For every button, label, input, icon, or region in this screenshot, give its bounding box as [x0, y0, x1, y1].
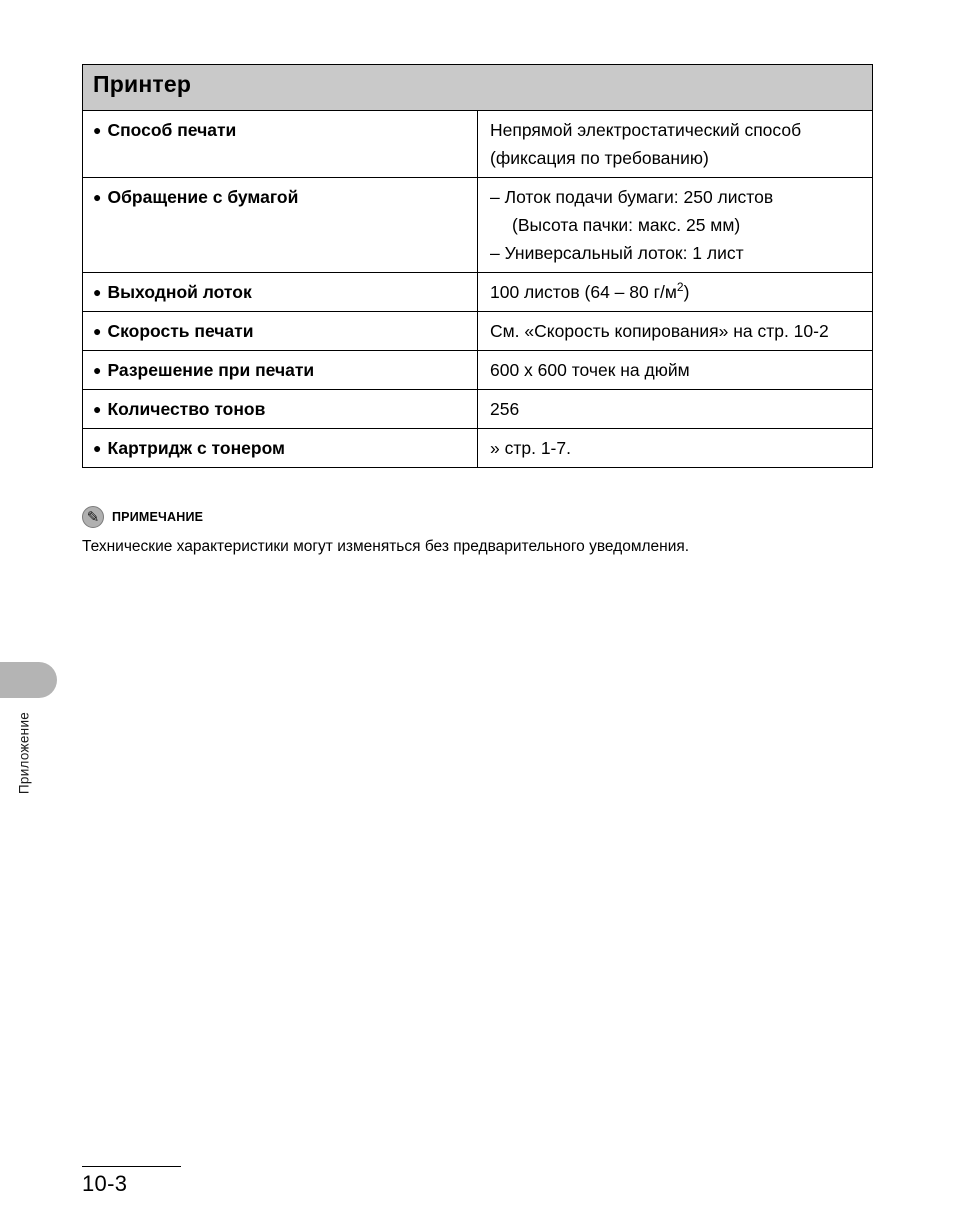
spec-value-line: (Высота пачки: макс. 25 мм)	[512, 215, 741, 235]
spec-value: 600 x 600 точек на дюйм	[478, 351, 873, 390]
bullet-icon: ●	[93, 122, 102, 138]
table-title: Принтер	[83, 65, 873, 111]
note-block	[82, 506, 842, 557]
table-row	[83, 178, 873, 273]
spec-label: Обращение с бумагой	[107, 187, 299, 207]
spec-label: Картридж с тонером	[107, 438, 285, 458]
spec-label: Способ печати	[107, 120, 237, 140]
spec-value-line: – Универсальный лоток: 1 лист	[490, 243, 744, 263]
note-label: ПРИМЕЧАНИЕ	[112, 510, 204, 524]
spec-value: » стр. 1-7.	[478, 429, 873, 468]
spec-value	[478, 178, 873, 273]
table-row	[83, 312, 873, 351]
spec-label: Количество тонов	[107, 399, 266, 419]
table-header-row	[83, 65, 873, 111]
appendix-section-tab	[0, 662, 57, 698]
table-row	[83, 273, 873, 312]
spec-label: Выходной лоток	[107, 282, 252, 302]
table-row	[83, 351, 873, 390]
spec-value: 100 листов (64 – 80 $г/м^2$)	[478, 273, 873, 312]
bullet-icon: ●	[93, 189, 102, 205]
spec-label: Скорость печати	[107, 321, 254, 341]
note-text: Технические характеристики могут изменяться без предварительного уведомления.	[82, 538, 690, 555]
bullet-icon: ●	[93, 362, 102, 378]
spec-value: 256	[478, 390, 873, 429]
printer-spec-table	[82, 64, 873, 468]
spec-value: См. «Скорость копирования» на стр. 10-2	[478, 312, 873, 351]
spec-value: Непрямой электростатический способ (фиксация по требованию)	[478, 111, 873, 178]
spec-label: Разрешение при печати	[107, 360, 315, 380]
spec-value-line: – Лоток подачи бумаги: 250 листов	[490, 187, 774, 207]
table-row	[83, 429, 873, 468]
footer-rule	[82, 1166, 181, 1167]
note-pencil-icon: ✎	[82, 506, 104, 528]
note-header	[82, 506, 842, 528]
sidebar-vertical-label: Приложение	[16, 711, 32, 795]
table-row	[83, 111, 873, 178]
bullet-icon: ●	[93, 401, 102, 417]
superscript: 2	[676, 280, 684, 295]
table-row	[83, 390, 873, 429]
bullet-icon: ●	[93, 323, 102, 339]
bullet-icon: ●	[93, 440, 102, 456]
bullet-icon: ●	[93, 284, 102, 300]
page-number: 10-3	[82, 1171, 128, 1196]
